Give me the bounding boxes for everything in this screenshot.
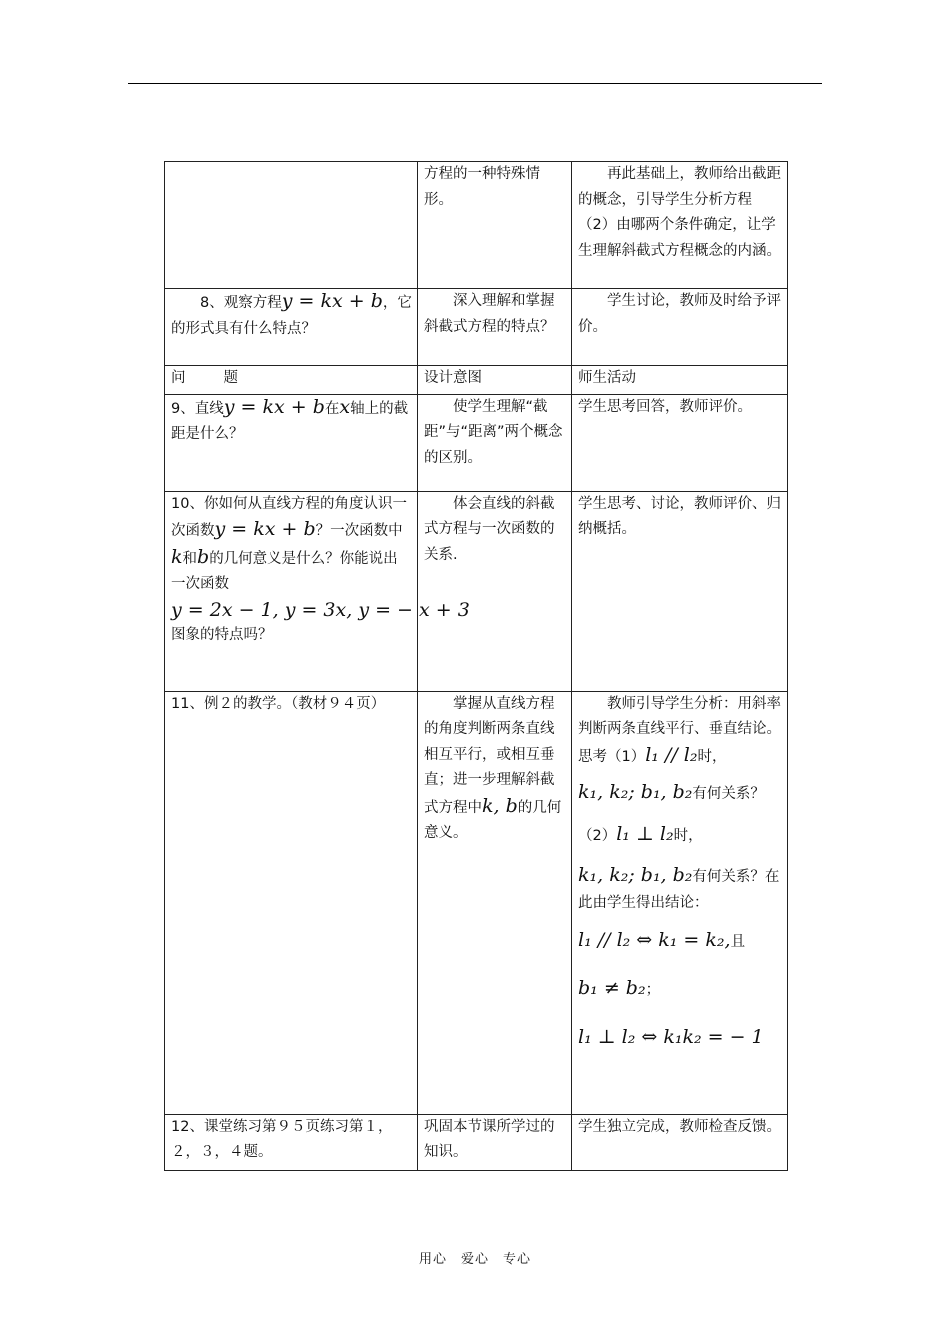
activity-cell: 教师引导学生分析：用斜率判断两条直线平行、垂直结论。思考（1）l₁ // l₂时， k₁, k₂; b₁, b₂有何关系？ （2）l₁ ⊥ l₂时， k₁, k₂; b₁, b₂有何关系？在此由学生得出结论： l₁ // l₂ ⇔ k₁ = k₂,且 b₁ ≠ b₂； l₁ ⊥ l₂ ⇔ k₁k₂ = − 1 — [572, 691, 788, 1114]
equation: k, b — [482, 794, 518, 817]
column-header-intent: 设计意图 — [418, 366, 572, 395]
equation: y = kx + b — [281, 290, 383, 312]
equation: y = kx + b — [223, 395, 325, 418]
equation: b₁ ≠ b₂ — [578, 976, 646, 999]
table-row — [165, 491, 788, 691]
activity-cell: 学生讨论，教师及时给予评价。 — [572, 289, 788, 366]
column-header-activity: 师生活动 — [572, 366, 788, 395]
equation: l₁ ⊥ l₂ ⇔ k₁k₂ = − 1 — [578, 1026, 764, 1048]
equation: l₁ // l₂ — [645, 743, 698, 766]
table-row — [165, 162, 788, 289]
equation: k₁, k₂; b₁, b₂ — [578, 781, 693, 803]
column-header-question: 问 题 — [165, 366, 418, 395]
table-row — [165, 691, 788, 1114]
equation: l₁ ⊥ l₂ — [616, 822, 674, 845]
intent-cell: 巩固本节课所学过的知识。 — [418, 1114, 572, 1170]
question-cell: 9、直线y = kx + b在x轴上的截距是什么？ — [165, 394, 418, 491]
intent-cell: 掌握从直线方程的角度判断两条直线相互平行，或相互垂直；进一步理解斜截式方程中k, b的几何意义。 — [418, 691, 572, 1114]
equation: k₁, k₂; b₁, b₂ — [578, 864, 693, 886]
table-row — [165, 289, 788, 366]
table-header-row — [165, 366, 788, 395]
table-row — [165, 394, 788, 491]
intent-cell: 体会直线的斜截式方程与一次函数的关系. — [418, 491, 572, 691]
question-cell: 12、课堂练习第９５页练习第１，２，３，４题。 — [165, 1114, 418, 1170]
page-footer: 用心 爱心 专心 — [418, 1252, 531, 1267]
intent-cell: 使学生理解“截距”与“距离”两个概念的区别。 — [418, 394, 572, 491]
question-cell: 11、例２的教学。（教材９４页） — [165, 691, 418, 1114]
activity-cell: 学生思考、讨论，教师评价、归纳概括。 — [572, 491, 788, 691]
activity-cell: 学生独立完成，教师检查反馈。 — [572, 1114, 788, 1170]
activity-cell: 再此基础上，教师给出截距的概念，引导学生分析方程（2）由哪两个条件确定，让学生理解斜截式方程概念的内涵。 — [572, 162, 788, 289]
equation: y = kx + b — [214, 518, 316, 540]
equation: l₁ // l₂ ⇔ k₁ = k₂, — [578, 929, 731, 951]
lesson-table — [164, 161, 788, 1171]
equation: y = 2x − 1, y = 3x, y = − x + 3 — [171, 598, 470, 621]
header-rule — [128, 83, 822, 84]
activity-cell: 学生思考回答，教师评价。 — [572, 394, 788, 491]
question-cell — [165, 162, 418, 289]
table-row — [165, 1114, 788, 1170]
intent-cell: 深入理解和掌握斜截式方程的特点？ — [418, 289, 572, 366]
intent-cell: 方程的一种特殊情形。 — [418, 162, 572, 289]
question-cell: 8、观察方程y = kx + b，它的形式具有什么特点？ — [165, 289, 418, 366]
question-cell: 10、你如何从直线方程的角度认识一次函数y = kx + b？一次函数中k和b的几何意义是什么？你能说出一次函数 y = 2x − 1, y = 3x, y = − x + 3 图象的特点吗？ — [165, 491, 418, 691]
